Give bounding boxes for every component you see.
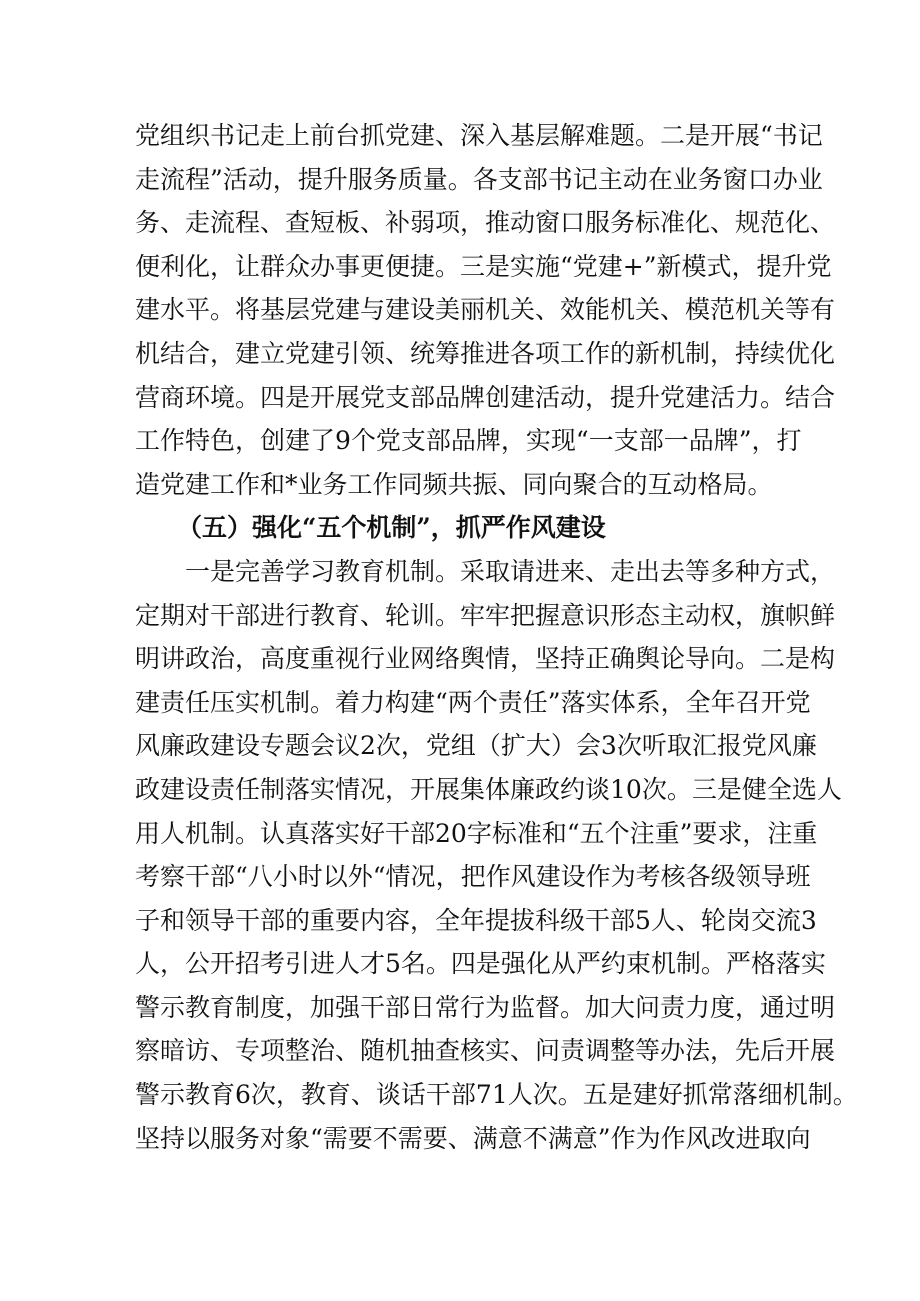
paragraph-line: 走流程”活动，提升服务质量。各支部书记主动在业务窗口办业: [135, 164, 823, 194]
paragraph-line: 机结合，建立党建引领、统筹推进各项工作的新机制，持续优化: [135, 338, 836, 368]
paragraph-line: 子和领导干部的重要内容，全年提拔科级干部5人、轮岗交流3: [135, 905, 817, 935]
paragraph-line: 工作特色，创建了9个党支部品牌，实现“一支部一品牌”，打: [135, 426, 802, 456]
paragraph-line: 营商环境。四是开展党支部品牌创建活动，提升党建活力。结合: [135, 382, 836, 412]
paragraph-line: 人，公开招考引进人才5名。四是强化从严约束机制。严格落实: [135, 949, 826, 979]
paragraph-line: 造党建工作和*业务工作同频共振、同向聚合的互动格局。: [135, 469, 773, 499]
paragraph-line: 一是完善学习教育机制。采取请进来、走出去等多种方式，: [185, 556, 836, 586]
paragraph-line: 便利化，让群众办事更便捷。三是实施“党建+”新模式，提升党: [135, 251, 832, 281]
paragraph-line: 务、走流程、查短板、补弱项，推动窗口服务标准化、规范化、: [135, 208, 836, 238]
paragraph-line: 党组织书记走上前台抓党建、深入基层解难题。二是开展“书记: [135, 121, 823, 150]
paragraph-line: 明讲政治，高度重视行业网络舆情，坚持正确舆论导向。二是构: [135, 644, 836, 674]
paragraph-line: 警示教育6次，教育、谈话干部71人次。五是建好抓常落细机制。: [135, 1080, 858, 1110]
paragraph-line: 建水平。将基层党建与建设美丽机关、效能机关、模范机关等有: [135, 295, 836, 325]
paragraph-line: 察暗访、专项整治、随机抽查核实、问责调整等办法，先后开展: [135, 1036, 836, 1066]
paragraph-line: 考察干部“八小时以外“情况，把作风建设作为考核各级领导班: [135, 862, 811, 892]
paragraph-line: 定期对干部进行教育、轮训。牢牢把握意识形态主动权，旗帜鲜: [135, 600, 836, 630]
paragraph-line: 警示教育制度，加强干部日常行为监督。加大问责力度，通过明: [135, 992, 836, 1022]
document-body: [135, 114, 858, 1160]
paragraph-line: 建责任压实机制。着力构建“两个责任”落实体系，全年召开党: [135, 687, 811, 717]
paragraph-line: 坚持以服务对象“需要不需要、满意不满意”作为作风改进取向: [135, 1123, 811, 1153]
paragraph-line: 风廉政建设专题会议2次，党组（扩大）会3次听取汇报党风廉: [135, 731, 817, 761]
section-heading: （五）强化“五个机制”，抓严作风建设: [177, 513, 606, 543]
paragraph-line: 政建设责任制落实情况，开展集体廉政约谈10次。三是健全选人: [135, 774, 842, 804]
paragraph-line: 用人机制。认真落实好干部20字标准和“五个注重”要求，注重: [135, 818, 818, 848]
